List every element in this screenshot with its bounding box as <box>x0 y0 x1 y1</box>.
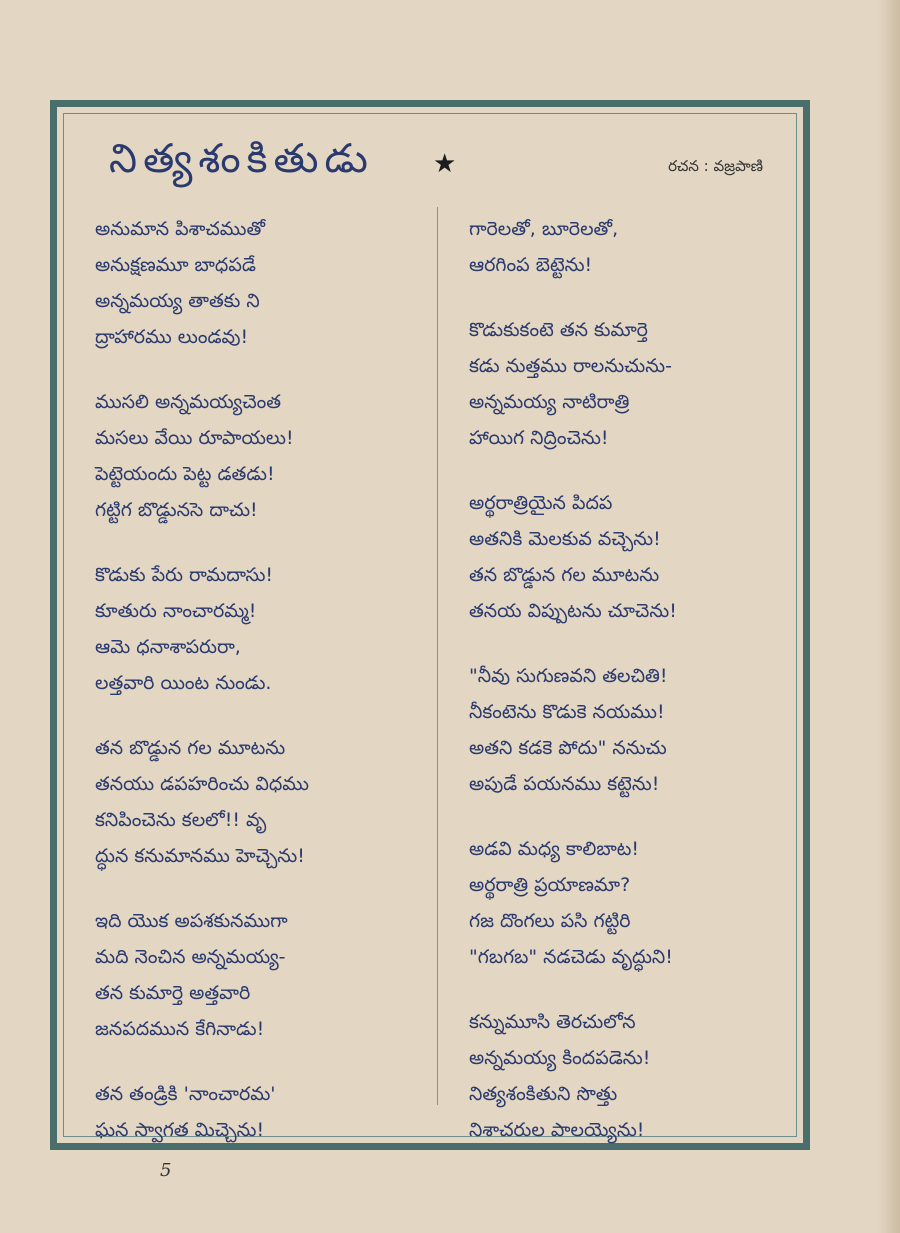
poem-line: ఘన స్వాగత మిచ్చెను! <box>95 1119 265 1141</box>
poem-stanza <box>469 1004 769 1148</box>
poem-left-column <box>95 211 395 1177</box>
page-edge-shadow <box>878 0 900 1233</box>
poem-stanza <box>469 485 769 629</box>
star-icon: ★ <box>433 149 457 179</box>
poem-line: తనయు డపహరించు విధము <box>95 773 309 795</box>
poem-line: నీకంటెను కొడుకె నయము! <box>469 701 665 723</box>
poem-line: పెట్టెయందు పెట్ట డతడు! <box>95 463 275 485</box>
poem-line: కూతురు నాంచారమ్మ! <box>95 600 257 622</box>
poem-line: లత్తవారి యింట నుండు. <box>95 672 272 694</box>
poem-line: నిశాచరుల పాలయ్యెను! <box>469 1119 645 1141</box>
poem-line: తన కుమార్తె అత్తవారి <box>95 982 251 1004</box>
poem-line: అనుమాన పిశాచముతో <box>95 218 266 240</box>
poem-line: కడు నుత్తము రాలనుచును- <box>469 355 672 377</box>
poem-line: ఆరగింప బెట్టెను! <box>469 254 593 276</box>
poem-line: జనపదమున కేగినాడు! <box>95 1018 265 1040</box>
poem-line: కనిపించెను కలలో!! వృ <box>95 809 267 831</box>
poem-stanza <box>95 557 395 701</box>
poem-stanza <box>469 312 769 456</box>
poem-line: మది నెంచిన అన్నమయ్య- <box>95 946 286 968</box>
poem-line: ముసలి అన్నమయ్యచెంత <box>95 391 282 413</box>
poem-line: ద్రాహారము లుండవు! <box>95 326 249 348</box>
poem-title: నిత్యశంకితుడు <box>109 136 374 182</box>
poem-stanza <box>95 730 395 874</box>
poem-line: ద్ధున కనుమానము హెచ్చెను! <box>95 845 305 867</box>
poem-line: "గబగబ" నడచెడు వృద్ధుని! <box>469 946 673 968</box>
poem-line: అతనికి మెలకువ వచ్చెను! <box>469 528 661 550</box>
poem-line: ఆమె ధనాశాపరురా, <box>95 636 241 658</box>
poem-line: నిత్యశంకితుని సొత్తు <box>469 1083 618 1105</box>
poem-line: అనుక్షణమూ బాధపడే <box>95 254 256 276</box>
poem-stanza <box>469 211 769 283</box>
poem-line: తన తండ్రికి 'నాంచారమ' <box>95 1083 276 1105</box>
poem-line: కొడుకుకంటె తన కుమార్తె <box>469 319 648 341</box>
poem-line: హాయిగ నిద్రించెను! <box>469 427 609 449</box>
poem-right-column <box>469 211 769 1177</box>
poem-line: కన్నుమూసి తెరచులోన <box>469 1011 636 1033</box>
page-border-frame <box>50 100 810 1150</box>
poem-stanza <box>469 658 769 802</box>
poem-line: తన బొడ్డున గల మూటను <box>469 564 660 586</box>
poem-line: అన్నమయ్య తాతకు ని <box>95 290 260 312</box>
poem-line: మసలు వేయి రూపాయలు! <box>95 427 294 449</box>
author-byline: రచన : వజ్రపాణి <box>668 157 763 175</box>
poem-line: అపుడే పయనము కట్టెను! <box>469 773 660 795</box>
page-number: 5 <box>160 1160 172 1181</box>
poem-stanza <box>95 384 395 528</box>
poem-stanza <box>469 831 769 975</box>
poem-stanza <box>95 1076 395 1148</box>
poem-line: కొడుకు పేరు రామదాసు! <box>95 564 274 586</box>
poem-line: గట్టిగ బొడ్డునసె దాచు! <box>95 499 258 521</box>
poem-line: అర్థరాత్రియైన పిదప <box>469 492 613 514</box>
poem-line: అతని కడకె పోదు" ననుచు <box>469 737 667 759</box>
column-divider <box>437 207 438 1105</box>
poem-line: తన బొడ్డున గల మూటను <box>95 737 286 759</box>
poem-stanza <box>95 903 395 1047</box>
poem-line: అన్నమయ్య నాటిరాత్రి <box>469 391 630 413</box>
poem-line: "నీవు సుగుణవని తలచితి! <box>469 665 668 687</box>
poem-line: అడవి మధ్య కాలిబాట! <box>469 838 639 860</box>
poem-line: తనయ విప్పుటను చూచెను! <box>469 600 677 622</box>
poem-line: అన్నమయ్య కిందపడెను! <box>469 1047 651 1069</box>
poem-stanza <box>95 211 395 355</box>
poem-line: అర్థరాత్రి ప్రయాణమా? <box>469 874 631 896</box>
poem-line: గారెలతో, బూరెలతో, <box>469 218 619 240</box>
poem-line: ఇది యొక అపశకునముగా <box>95 910 288 932</box>
poem-line: గజ దొంగలు పసి గట్టిరి <box>469 910 631 932</box>
